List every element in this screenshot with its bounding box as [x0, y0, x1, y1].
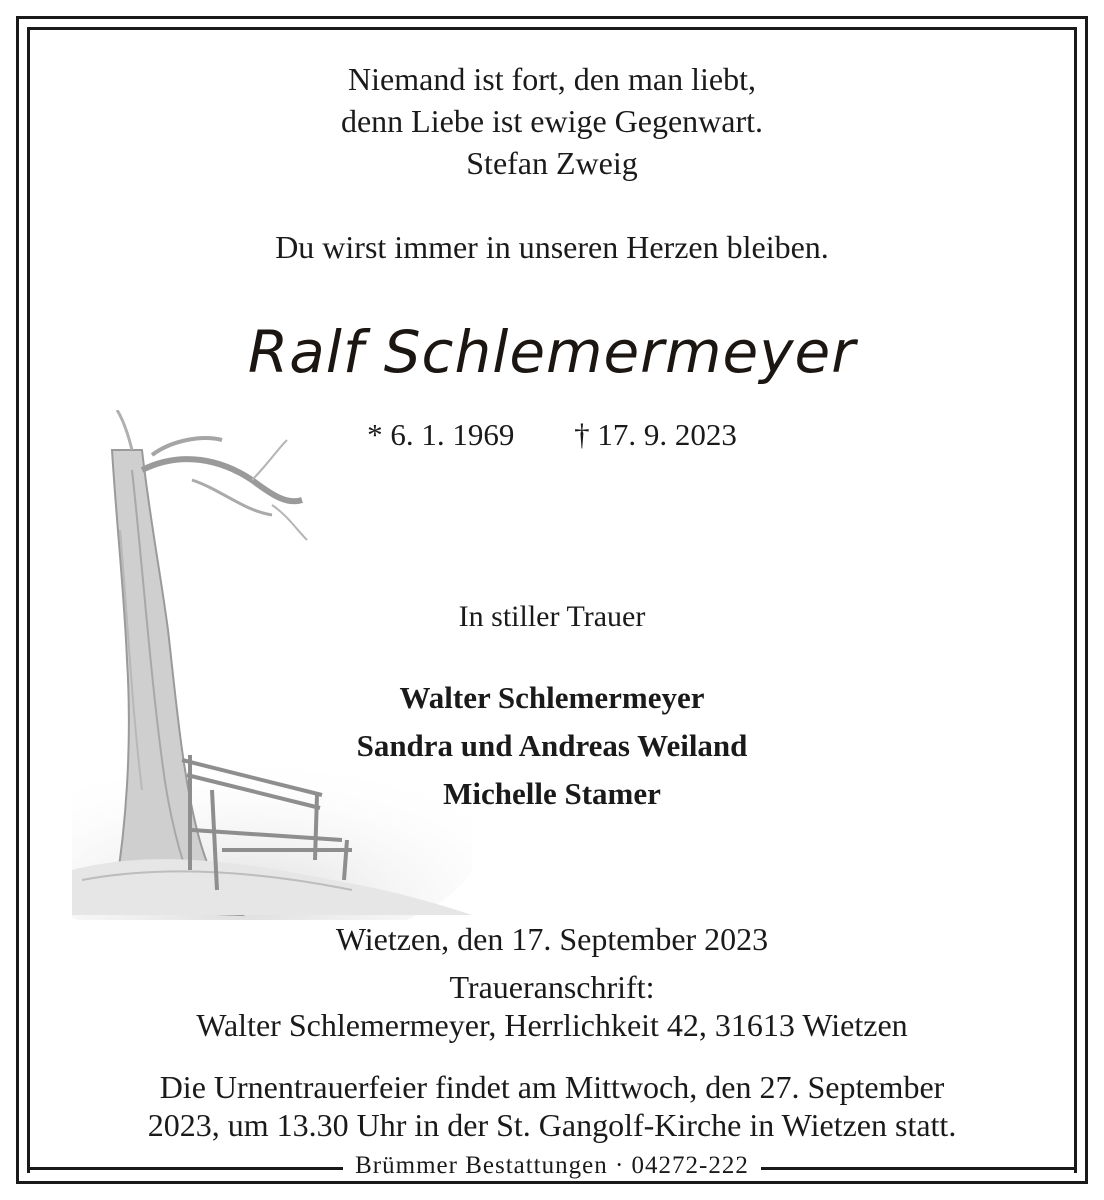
- deceased-name: Ralf Schlemermeyer: [247, 318, 857, 386]
- funeral-home-credit: [27, 1152, 1077, 1180]
- address-line: Walter Schlemermeyer, Herrlichkeit 42, 31613 Wietzen: [196, 1007, 908, 1043]
- tree-bench-illustration-icon: [72, 410, 472, 920]
- place-date: Wietzen, den 17. September 2023: [335, 921, 769, 957]
- death-date: † 17. 9. 2023: [574, 417, 737, 452]
- mourner-3: Michelle Stamer: [443, 776, 661, 811]
- quote-line-2: denn Liebe ist ewige Gegenwart.: [340, 103, 764, 139]
- footer: [27, 1150, 1077, 1184]
- funeral-home-text: Brümmer Bestattungen · 04272-222: [343, 1152, 761, 1179]
- service-line-2: 2023, um 13.30 Uhr in der St. Gangolf-Kirche in Wietzen statt.: [147, 1107, 957, 1143]
- birth-date: * 6. 1. 1969: [367, 417, 515, 452]
- address-label: Traueranschrift:: [449, 969, 655, 1005]
- tribute-line: Du wirst immer in unseren Herzen bleiben.: [275, 229, 829, 265]
- mourner-1: Walter Schlemermeyer: [399, 680, 705, 715]
- service-line-1: Die Urnentrauerfeier findet am Mittwoch, den 27. September: [159, 1069, 945, 1105]
- quote-line-1: Niemand ist fort, den man liebt,: [348, 61, 756, 97]
- life-dates: [0, 417, 1104, 453]
- mourner-2: Sandra und Andreas Weiland: [356, 728, 748, 763]
- quote-author: Stefan Zweig: [466, 145, 638, 181]
- mourning-heading: In stiller Trauer: [458, 600, 646, 633]
